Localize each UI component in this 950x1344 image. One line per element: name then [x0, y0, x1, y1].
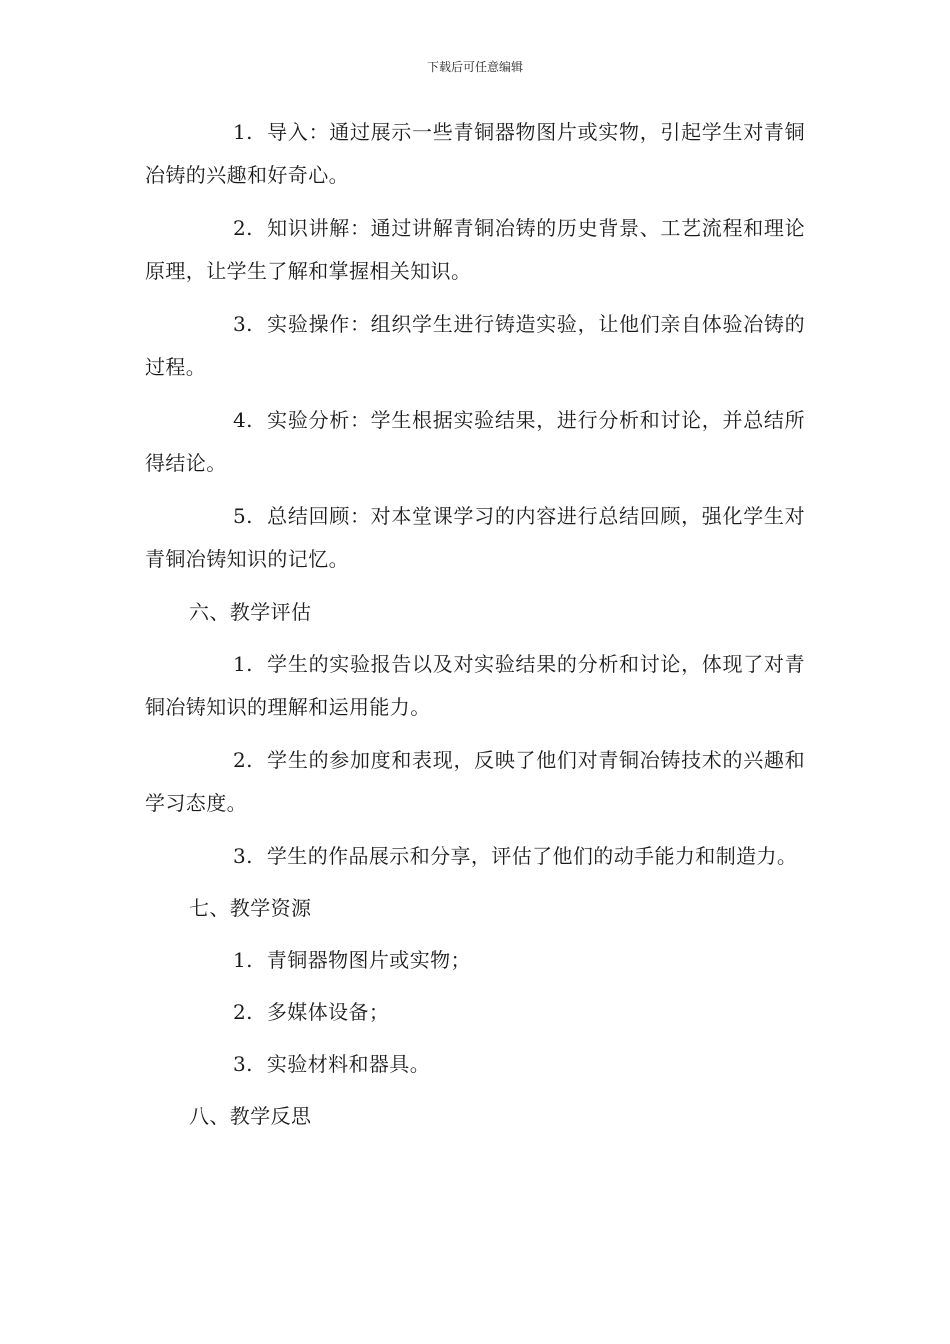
- item-text: 实验操作：组织学生进行铸造实验，让他们亲自体验冶铸的过程。: [145, 312, 805, 379]
- item-number: 1.: [233, 948, 253, 972]
- item-text: 多媒体设备；: [266, 1000, 390, 1024]
- list-item-materials: [145, 1043, 805, 1086]
- item-number: 2.: [233, 748, 253, 772]
- item-text: 学生的实验报告以及对实验结果的分析和讨论，体现了对青铜冶铸知识的理解和运用能力。: [145, 652, 805, 719]
- list-item-works: [145, 835, 805, 878]
- page-header: 下载后可任意编辑: [426, 60, 523, 74]
- list-item-review: [145, 495, 805, 581]
- list-item-images: [145, 939, 805, 982]
- list-item-lecture: [145, 207, 805, 293]
- item-text: 导入：通过展示一些青铜器物图片或实物，引起学生对青铜冶铸的兴趣和好奇心。: [145, 120, 805, 187]
- item-number: 5.: [233, 504, 253, 528]
- item-text: 总结回顾：对本堂课学习的内容进行总结回顾，强化学生对青铜冶铸知识的记忆。: [145, 504, 805, 571]
- item-text: 实验分析：学生根据实验结果，进行分析和讨论，并总结所得结论。: [145, 408, 805, 475]
- document-body: [145, 111, 805, 1147]
- item-number: 3.: [233, 844, 253, 868]
- item-text: 学生的作品展示和分享，评估了他们的动手能力和制造力。: [266, 844, 798, 868]
- section-heading-reflection: [145, 1095, 805, 1138]
- item-text: 青铜器物图片或实物；: [266, 948, 471, 972]
- list-item-multimedia: [145, 991, 805, 1034]
- list-item-report: [145, 643, 805, 729]
- item-number: 2.: [233, 1000, 253, 1024]
- section-heading-resources: [145, 887, 805, 930]
- list-item-participation: [145, 739, 805, 825]
- list-item-analysis: [145, 399, 805, 485]
- heading-text: 八、教学反思: [189, 1104, 312, 1128]
- item-number: 1.: [233, 120, 253, 144]
- item-number: 2.: [233, 216, 253, 240]
- heading-text: 七、教学资源: [189, 896, 312, 920]
- item-text: 学生的参加度和表现，反映了他们对青铜冶铸技术的兴趣和学习态度。: [145, 748, 805, 815]
- list-item-intro: [145, 111, 805, 197]
- item-number: 3.: [233, 1052, 253, 1076]
- item-number: 3.: [233, 312, 253, 336]
- item-number: 4.: [233, 408, 253, 432]
- list-item-experiment: [145, 303, 805, 389]
- item-text: 实验材料和器具。: [266, 1052, 431, 1076]
- item-text: 知识讲解：通过讲解青铜冶铸的历史背景、工艺流程和理论原理，让学生了解和掌握相关知识。: [145, 216, 805, 283]
- section-heading-evaluation: [145, 591, 805, 634]
- item-number: 1.: [233, 652, 253, 676]
- heading-text: 六、教学评估: [189, 600, 312, 624]
